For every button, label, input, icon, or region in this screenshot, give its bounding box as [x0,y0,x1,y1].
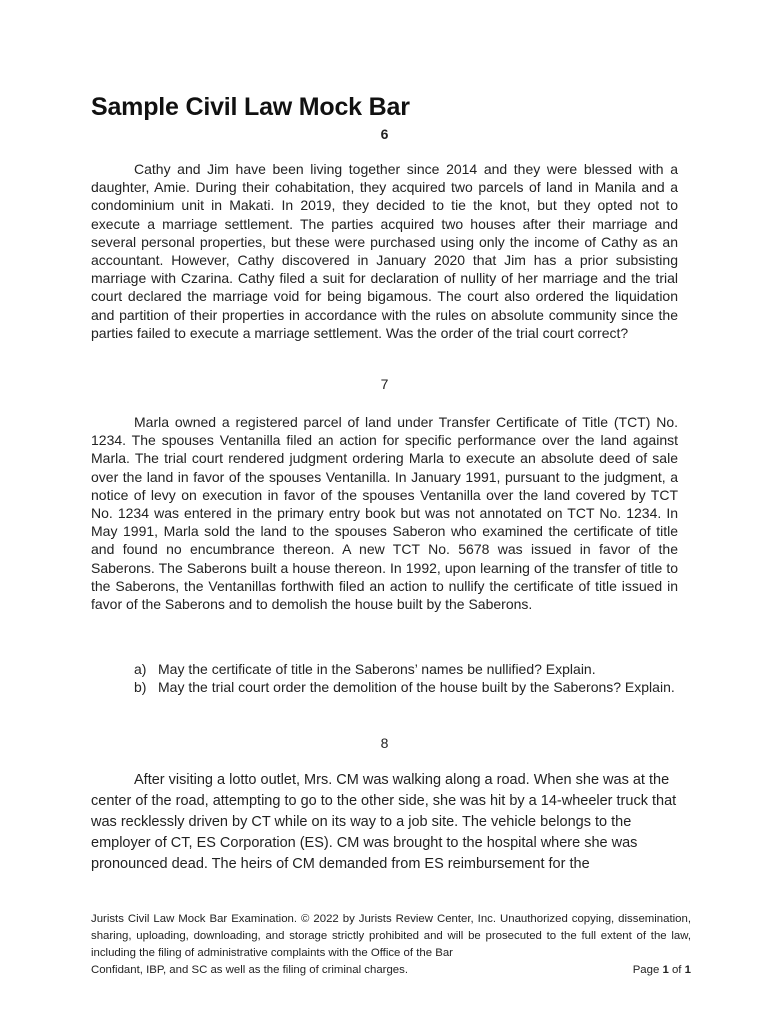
question-number-7: 7 [380,376,389,392]
question-6-text [91,160,678,342]
question-7-body: Marla owned a registered parcel of land under Transfer Certificate of Title (TCT) No. 1234. The spouses Ventanilla filed an action for specific performance over the land against Marla. The trial court rendered judgment ordering Marla to execute an absolute deed of sale over the land in favor of the spouses Ventanilla. In January 1991, pursuant to the judgment, a notice of levy on execution in favor of the spouses Ventanilla over the land covered by TCT No. 1234 was entered in the primary entry book but was not annotated on TCT No. 1234. In May 1991, Marla sold the land to the spouses Saberon who examined the certificate of title and found no encumbrance thereon. A new TCT No. 5678 was issued in favor of the Saberons. The Saberons built a house thereon. In 1992, upon learning of the transfer of title to the Saberons, the Ventanillas forthwith filed an action to nullify the certificate of title issued in favor of the Saberons and to demolish the house built by the Saberons. [91,414,678,613]
footer-notice: Jurists Civil Law Mock Bar Examination. © 2022 by Jurists Review Center, Inc. Unauthorized copying, dissemination, sharing, uploading, downloading, and storage strictly prohibited and will be prosecuted to the full extent of the law, including the filing of administrative complaints with the Office of the Bar [91,913,691,959]
page-title: Sample Civil Law Mock Bar [91,93,410,121]
question-8-body: After visiting a lotto outlet, Mrs. CM was walking along a road. When she was at the center of the road, attempting to go to the other side, she was hit by a 14-wheeler truck that was recklessly driven by CT while on its way to a job site. The vehicle belongs to the employer of CT, ES Corporation (ES). CM was brought to the hospital where she was pronounced dead. The heirs of CM demanded from ES reimbursement for the [91,772,677,872]
page-indicator: Page 1 of 1 [632,964,691,976]
list-item: a) May the certificate of title in the Saberons’ names be nullified? Explain. [134,661,596,677]
footer-notice-last-line: Confidant, IBP, and SC as well as the filing of criminal charges. [91,964,408,976]
question-7-subquestions [134,660,678,696]
question-number-8: 8 [380,735,389,751]
question-6-body: Cathy and Jim have been living together since 2014 and they were blessed with a daughter, Amie. During their cohabitation, they acquired two parcels of land in Manila and a condominium unit in Makati. In 2019, they decided to tie the knot, but they opted not to execute a marriage settlement. The parties acquired two houses after their marriage and several personal properties, but these were purchased using only the income of Cathy as an accountant. However, Cathy discovered in January 2020 that Jim has a prior subsisting marriage with Czarina. Cathy filed a suit for declaration of nullity of her marriage and the trial court declared the marriage void for being bigamous. The court also ordered the liquidation and partition of their properties in accordance with the rules on absolute community since the parties failed to execute a marriage settlement. Was the order of the trial court correct? [91,161,678,341]
question-7-text [91,413,678,613]
question-8-text [91,770,678,875]
copyright-footer [91,911,691,979]
list-item: b) May the trial court order the demolition of the house built by the Saberons? Explain. [134,679,675,695]
question-number-6: 6 [380,126,389,142]
